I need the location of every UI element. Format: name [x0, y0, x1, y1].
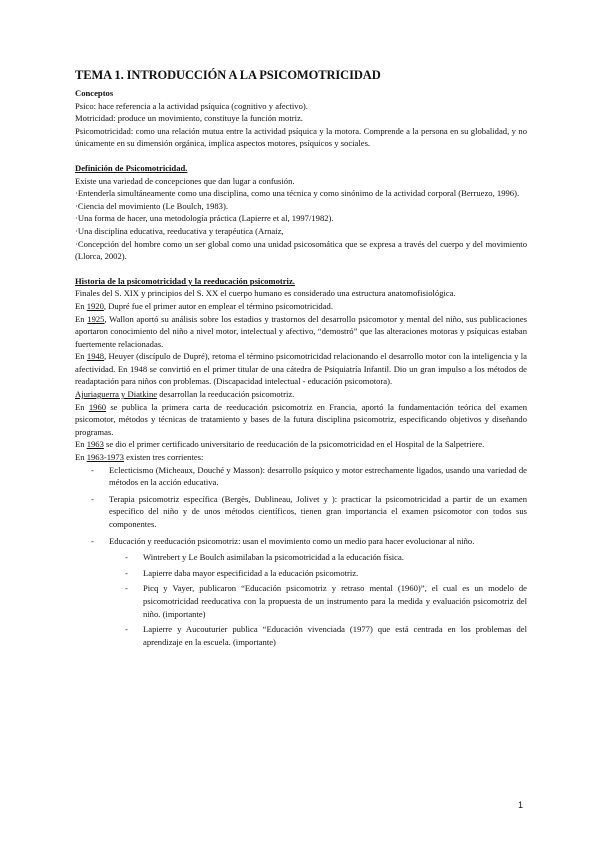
paragraph: Finales del S. XIX y principios del S. XX el cuerpo humano es considerado una estructura anatomofisiológica.	[75, 288, 456, 299]
section-heading-historia: Historia de la psicomotricidad y la reeducación psicomotriz.	[75, 275, 295, 286]
paragraph: Psico: hace referencia a la actividad psíquica (cognitivo y afectivo).	[75, 100, 308, 111]
history-entry: En 1963-1973 existen tres corrientes:	[75, 452, 204, 463]
paragraph: ·Ciencia del movimiento (Le Boulch, 1983).	[75, 200, 228, 211]
page-number: 1	[518, 800, 524, 810]
paragraph: Existe una variedad de concepciones que dan lugar a confusión.	[75, 175, 295, 186]
history-year: 1963	[86, 439, 104, 450]
paragraph: ·Concepción del hombre como un ser global como una unidad psicosomática que se expresa a través del cuerpo y del movimiento (Llorca, 2002).	[75, 238, 527, 262]
history-year: 1925	[87, 313, 105, 324]
paragraph: Motricidad: produce un movimiento, constituye la función motriz.	[75, 113, 303, 124]
history-year: 1948	[86, 351, 105, 362]
paragraph: ·Una forma de hacer, una metodología práctica (Lapierre et al, 1997/1982).	[75, 213, 334, 224]
paragraph: ·Una disciplina educativa, reeducativa y terapéutica (Arnaiz,	[75, 225, 284, 236]
paragraph: ·Entenderla simultáneamente como una disciplina, como una técnica y como sinónimo de la actividad corporal (Berruezo, 1996).	[75, 188, 520, 199]
history-entry: En 1948, Heuyer (discípulo de Dupré), retoma el término psicomotricidad relacionando el desarrollo motor con la inteligencia y la afectividad. En 1948 se convirtió en el primer titular de una cátedra de Psiquiatría Infantil. Dio un gran impulso a los métodos de readaptación para niños con problemas. (Discapacidad intelectual - educación psicomotora).	[75, 351, 527, 387]
history-entry: En 1920, Dupré fue el primer autor en emplear el término psicomotricidad.	[75, 300, 333, 311]
list-item: - Educación y reeducación psicomotriz: usan el movimiento como un medio para hacer evolucionar al niño. - Wintrebert y Le Boulch asimilaban la psicomotricidad a la educación física. - Lapierre daba mayor especificidad a la educación psicomotriz. - Picq y Vayer, publicaron “Educación psicomotriz y retraso mental (1960)”, el cual es un modelo de psicomotricidad reeducativa con la propuesta de un instrumento para la medida y evaluación psicomotriz del niño. (importante) - Lapierre y Aucouturier publica “Educación vivenciada (1977) que está centrada en los problemas del aprendizaje en la escuela. (importante)	[109, 535, 527, 649]
history-entry: En 1925, Wallon aportó su análisis sobre los estadios y trastornos del desarrollo psicomotor y mental del niño, sus publicaciones aportaron conocimiento del niño a nivel motor, intelectual y afectivo, “demostró” que las alteraciones motoras y psíquicas estaban fuertemente relacionadas.	[75, 313, 527, 349]
history-authors: Ajuriaguerra y Diatkine	[75, 389, 158, 400]
history-year: 1920	[86, 300, 104, 311]
history-entry: En 1960 se publica la primera carta de reeducación psicomotriz en Francia, aportó la fundamentación teórica del examen psicomotor, métodos y técnicas de tratamiento y bases de la futura disciplina psicomotriz, especificando objetivos y diseñando programas.	[75, 401, 527, 437]
list-item: - Eclecticismo (Micheaux, Douché y Masson): desarrollo psíquico y motor estrechamente ligados, usando una variedad de métodos en la acción educativa.	[109, 464, 527, 489]
page-content	[75, 68, 527, 652]
document-title: TEMA 1. INTRODUCCIÓN A LA PSICOMOTRICIDAD	[75, 68, 381, 82]
history-entry: En 1963 se dio el primer certificado universitario de reeducación de la psicomotricidad en el Hospital de la Salpetriere.	[75, 439, 485, 450]
list-item: - Terapia psicomotriz específica (Bergès, Dublineau, Jolivet y ): practicar la psicomotricidad a partir de un examen específico del niño y de unos métodos científicos, tienen gran importancia el examen psicomotor con todos sus componentes.	[109, 493, 527, 531]
list-item: - Wintrebert y Le Boulch asimilaban la psicomotricidad a la educación física.	[143, 551, 527, 564]
list-item: - Lapierre daba mayor especificidad a la educación psicomotriz.	[143, 567, 527, 580]
list-item: - Lapierre y Aucouturier publica “Educación vivenciada (1977) que está centrada en los problemas del aprendizaje en la escuela. (importante)	[143, 623, 527, 648]
history-year: 1963-1973	[86, 452, 124, 463]
paragraph: Psicomotricidad: como una relación mutua entre la actividad psíquica y la motora. Comprende a la persona en su globalidad, y no únicamente en su dimensión orgánica, implica aspectos motores, psíquicos y sociales.	[75, 125, 527, 149]
sub-list	[109, 551, 527, 648]
history-entry: Ajuriaguerra y Diatkine desarrollan la reeducación psicomotriz.	[75, 389, 295, 400]
history-year: 1960	[88, 401, 107, 412]
section-heading-conceptos: Conceptos	[75, 88, 114, 98]
list-item: - Picq y Vayer, publicaron “Educación psicomotriz y retraso mental (1960)”, el cual es un modelo de psicomotricidad reeducativa con la propuesta de un instrumento para la medida y evaluación psicomotriz del niño. (importante)	[143, 582, 527, 620]
section-heading-definicion: Definición de Psicomotricidad.	[75, 162, 188, 173]
corrientes-list	[75, 464, 527, 649]
